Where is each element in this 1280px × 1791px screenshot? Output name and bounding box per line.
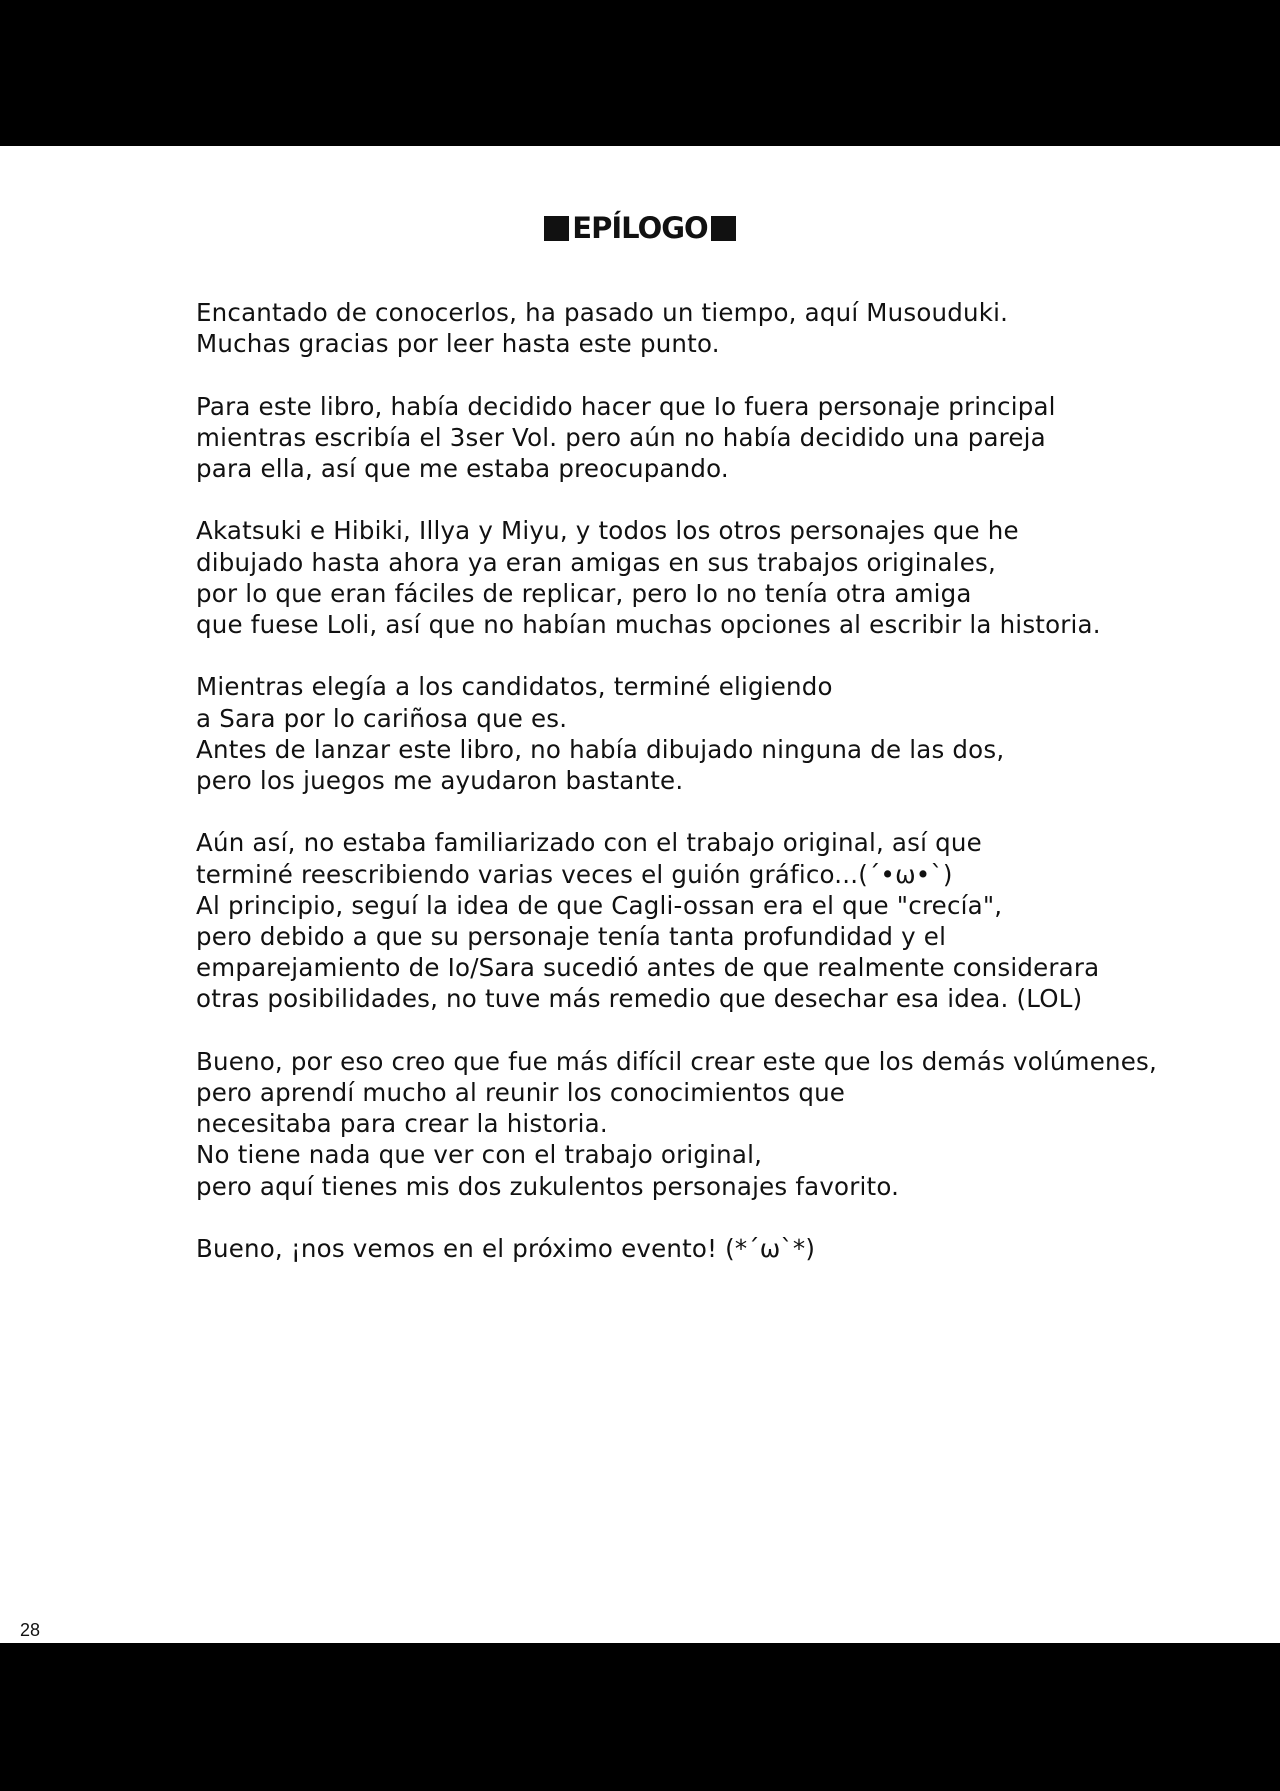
text-line: para ella, así que me estaba preocupando.	[196, 454, 729, 483]
paragraph	[196, 1233, 1246, 1264]
text-line: dibujado hasta ahora ya eran amigas en sus trabajos originales,	[196, 547, 996, 577]
text-line: Muchas gracias por leer hasta este punto.	[196, 329, 720, 359]
text-line: pero debido a que su personaje tenía tanta profundidad y el	[196, 922, 947, 951]
text-line: Antes de lanzar este libro, no había dibujado ninguna de las dos,	[196, 734, 1005, 764]
text-line: a Sara por lo cariñosa que es.	[196, 703, 568, 733]
bottom-black-band	[0, 1643, 1280, 1791]
text-line: No tiene nada que ver con el trabajo original,	[196, 1140, 763, 1170]
paragraph	[196, 827, 1246, 1014]
epilogue-body	[196, 297, 1246, 1295]
page-title: EPÍLOGO	[572, 211, 708, 245]
text-line: Al principio, seguí la idea de que Cagli-ossan era el que "crecía",	[196, 890, 1003, 920]
text-line: emparejamiento de Io/Sara sucedió antes de que realmente considerara	[196, 953, 1100, 983]
text-line: necesitaba para crear la historia.	[196, 1109, 608, 1139]
page-title-heading	[0, 208, 1280, 248]
paragraph	[196, 391, 1246, 485]
top-black-band	[0, 0, 1280, 146]
paragraph	[196, 297, 1246, 359]
text-line: Para este libro, había decidido hacer que Io fuera personaje principal	[196, 391, 1056, 421]
text-line: pero aquí tienes mis dos zukulentos personajes favorito.	[196, 1171, 900, 1201]
text-line: otras posibilidades, no tuve más remedio que desechar esa idea. (LOL)	[196, 984, 1083, 1014]
text-line: Mientras elegía a los candidatos, terminé eligiendo	[196, 672, 833, 702]
text-line: pero los juegos me ayudaron bastante.	[196, 766, 684, 795]
text-line: que fuese Loli, así que no habían muchas opciones al escribir la historia.	[196, 610, 1101, 639]
text-line: Aún así, no estaba familiarizado con el trabajo original, así que	[196, 828, 982, 858]
paragraph	[196, 515, 1246, 640]
text-line: Bueno, ¡nos vemos en el próximo evento! (*´ω`*)	[196, 1234, 816, 1263]
text-line: Bueno, por eso creo que fue más difícil crear este que los demás volúmenes,	[196, 1046, 1157, 1076]
black-square-right-icon	[711, 216, 736, 241]
paragraph	[196, 1046, 1246, 1202]
text-line: Encantado de conocerlos, ha pasado un tiempo, aquí Musouduki.	[196, 298, 1009, 327]
page-number: 28	[20, 1620, 41, 1640]
black-square-left-icon	[544, 216, 569, 241]
text-line: pero aprendí mucho al reunir los conocimientos que	[196, 1078, 846, 1107]
text-line: Akatsuki e Hibiki, Illya y Miyu, y todos los otros personajes que he	[196, 516, 1019, 546]
text-line: terminé reescribiendo varias veces el guión gráfico...(´•ω•`)	[196, 859, 953, 889]
text-line: por lo que eran fáciles de replicar, pero Io no tenía otra amiga	[196, 578, 972, 608]
paragraph	[196, 671, 1246, 796]
text-line: mientras escribía el 3ser Vol. pero aún no había decidido una pareja	[196, 422, 1046, 452]
